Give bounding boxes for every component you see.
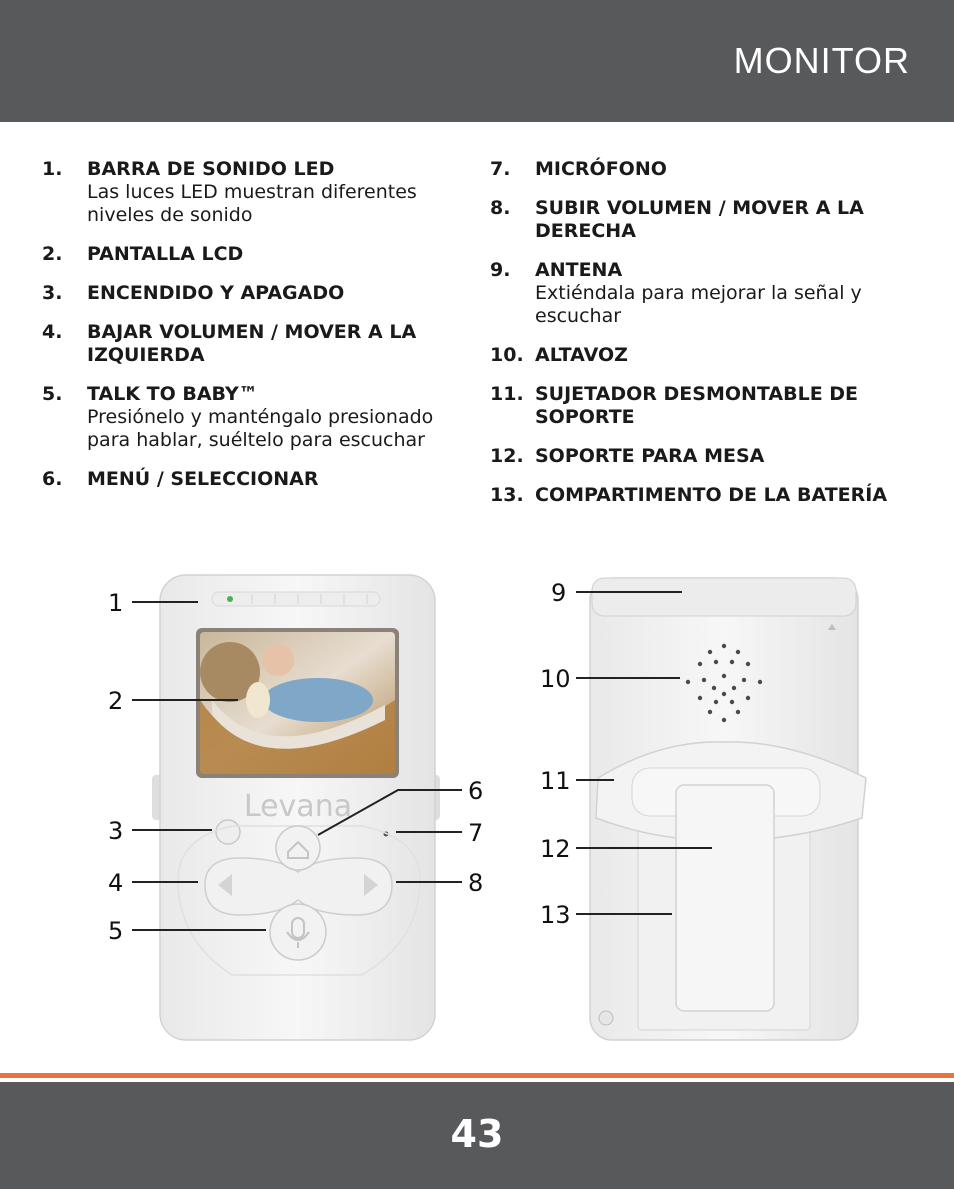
item-number: 9. <box>490 259 511 281</box>
list-item <box>42 468 472 491</box>
list-item <box>42 282 472 305</box>
callout-label: 5 <box>108 917 124 945</box>
page-header <box>0 0 954 122</box>
item-title: BAJAR VOLUMEN / MOVER A LA IZQUIERDA <box>87 321 417 366</box>
list-item <box>42 321 472 367</box>
talk-to-baby-button[interactable] <box>270 904 326 960</box>
item-title: SUBIR VOLUMEN / MOVER A LA DERECHA <box>535 197 864 242</box>
page-number: 43 <box>450 1112 504 1156</box>
antenna <box>592 578 856 616</box>
table-stand[interactable] <box>676 785 774 1011</box>
item-title: ANTENA <box>535 259 623 281</box>
item-title: TALK TO BABY™ <box>87 383 258 405</box>
item-number: 7. <box>490 158 511 180</box>
item-number: 4. <box>42 321 63 343</box>
list-item <box>490 445 930 468</box>
callout-label: 8 <box>468 869 484 897</box>
item-title: PANTALLA LCD <box>87 243 244 265</box>
page-footer <box>0 1082 954 1189</box>
list-item <box>490 484 930 507</box>
list-item <box>42 158 472 227</box>
item-title: ALTAVOZ <box>535 344 628 366</box>
item-number: 1. <box>42 158 63 180</box>
item-description: Presiónelo y manténgalo presionado para hablar, suéltelo para escuchar <box>87 406 434 451</box>
callout-label: 11 <box>540 767 571 795</box>
item-title: COMPARTIMENTO DE LA BATERÍA <box>535 484 888 506</box>
item-number: 2. <box>42 243 63 265</box>
item-number: 12. <box>490 445 524 467</box>
item-title: ENCENDIDO Y APAGADO <box>87 282 345 304</box>
item-number: 11. <box>490 383 524 405</box>
item-number: 5. <box>42 383 63 405</box>
item-title: MENÚ / SELECCIONAR <box>87 468 319 490</box>
item-description: Las luces LED muestran diferentes niveles de sonido <box>87 181 417 226</box>
callout-label: 6 <box>468 777 484 805</box>
monitor-diagram <box>0 560 954 1060</box>
list-item <box>42 383 472 452</box>
item-title: SUJETADOR DESMONTABLE DE SOPORTE <box>535 383 859 428</box>
page-title: MONITOR <box>733 40 910 81</box>
monitor-front <box>152 575 440 1040</box>
callout-label: 4 <box>108 869 124 897</box>
item-number: 6. <box>42 468 63 490</box>
list-item <box>490 383 930 429</box>
list-item <box>42 243 472 266</box>
monitor-back <box>590 578 866 1040</box>
feature-list-left <box>42 158 472 507</box>
list-item <box>490 344 930 367</box>
item-number: 13. <box>490 484 524 506</box>
item-title: SOPORTE PARA MESA <box>535 445 765 467</box>
callout-label: 10 <box>540 665 571 693</box>
accent-divider <box>0 1073 954 1078</box>
callout-label: 13 <box>540 901 571 929</box>
callout-label: 1 <box>108 589 124 617</box>
list-item <box>490 197 930 243</box>
callout-label: 7 <box>468 819 484 847</box>
item-title: MICRÓFONO <box>535 158 667 180</box>
item-number: 8. <box>490 197 511 219</box>
callout-label: 3 <box>108 817 124 845</box>
led-indicator <box>227 596 233 602</box>
item-description: Extiéndala para mejorar la señal y escuchar <box>535 282 862 327</box>
callout-label: 12 <box>540 835 571 863</box>
brand-logo: Levana <box>243 789 353 824</box>
menu-button[interactable] <box>276 826 320 870</box>
item-title: BARRA DE SONIDO LED <box>87 158 335 180</box>
item-number: 10. <box>490 344 524 366</box>
item-number: 3. <box>42 282 63 304</box>
list-item <box>490 158 930 181</box>
list-item <box>490 259 930 328</box>
feature-list-right <box>490 158 930 523</box>
callout-label: 9 <box>551 579 567 607</box>
callout-label: 2 <box>108 687 124 715</box>
power-button[interactable] <box>216 820 240 844</box>
